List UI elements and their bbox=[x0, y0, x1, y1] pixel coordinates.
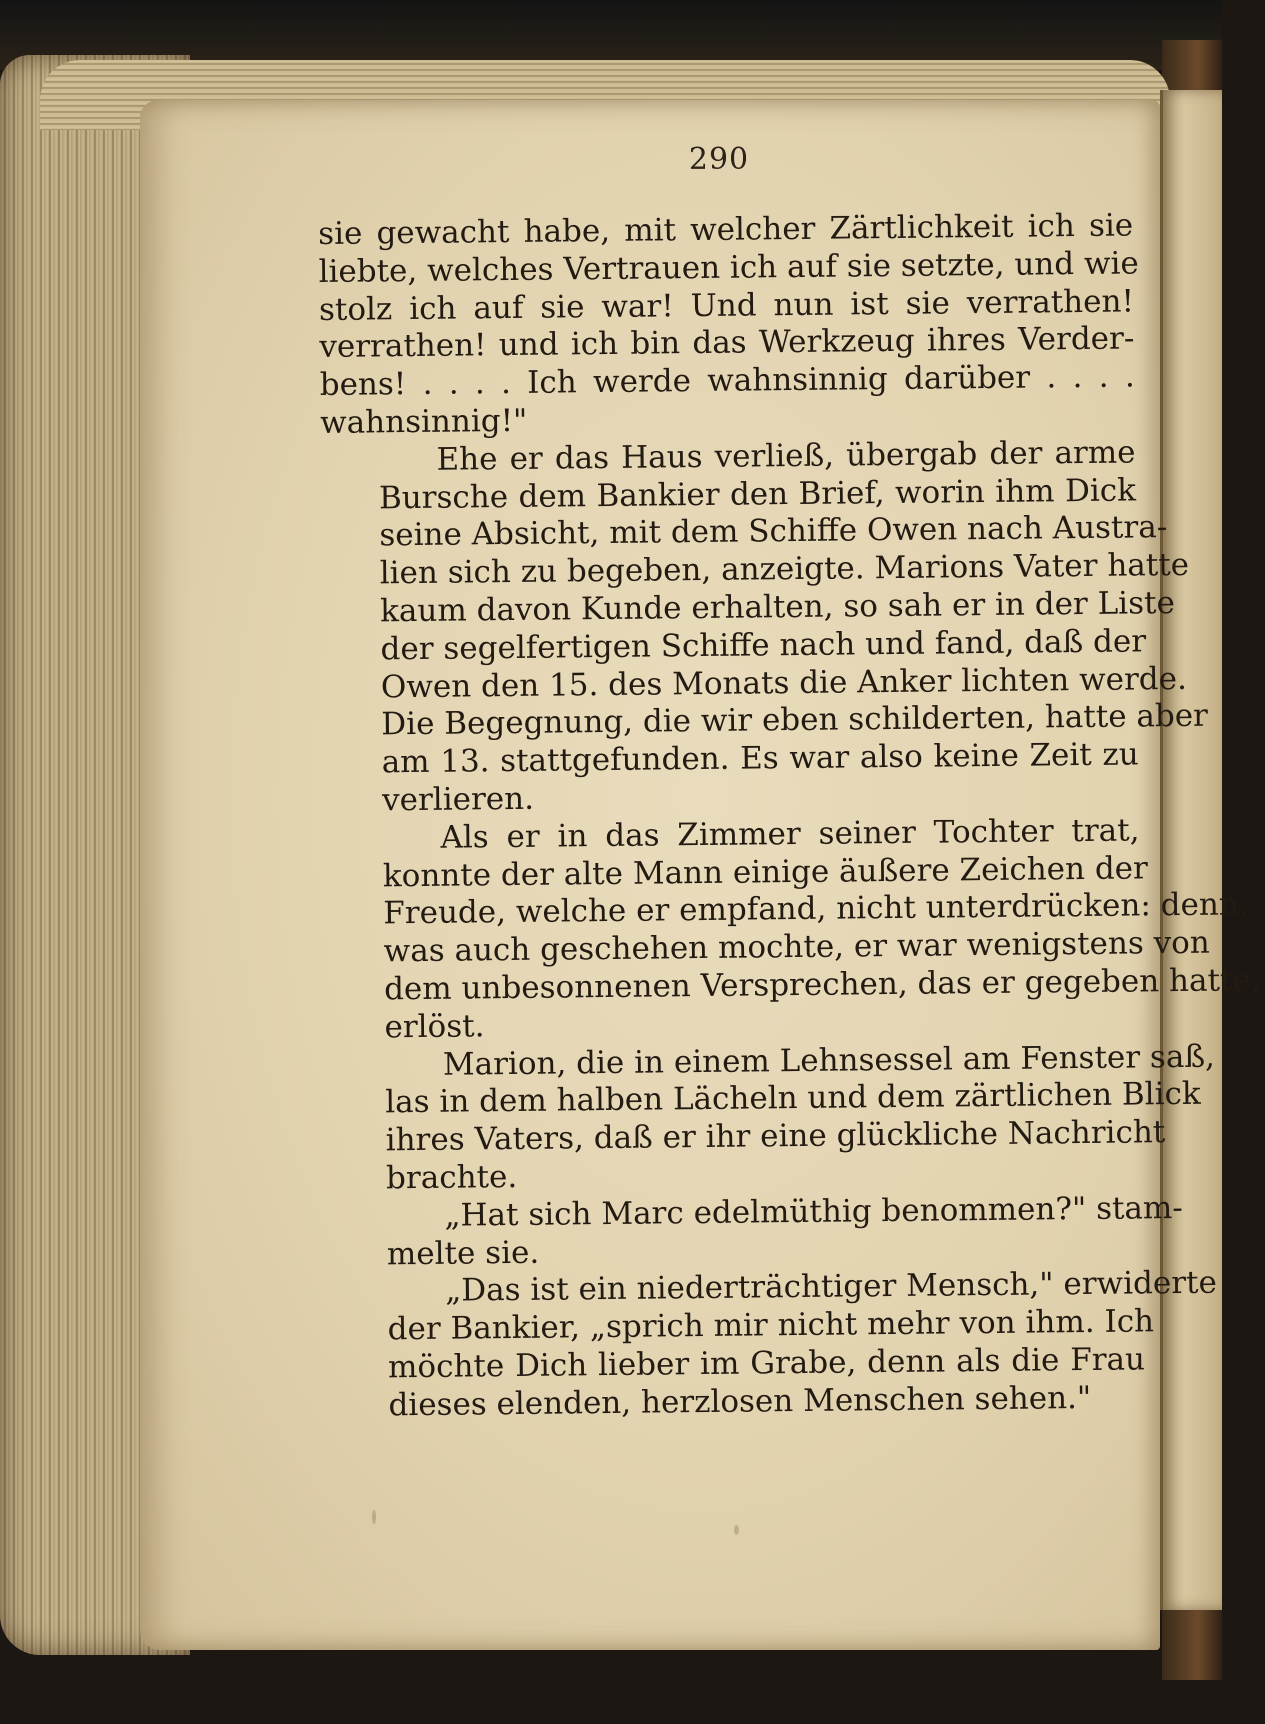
text-line: was auch geschehen mochte, er war wenigstens von bbox=[383, 924, 1210, 970]
text-line: erlöst. bbox=[384, 1008, 485, 1046]
text-line: der segelfertigen Schiffe nach und fand, daß der bbox=[380, 623, 1147, 668]
text-line: dieses elenden, herzlosen Menschen sehen." bbox=[388, 1379, 1092, 1424]
page-number-text: 290 bbox=[688, 142, 750, 177]
paragraph-4 bbox=[327, 1038, 1216, 1199]
text-line: dem unbesonnenen Versprechen, das er gegeben hatte, bbox=[383, 962, 1261, 1008]
text-line: lien sich zu begeben, anzeigte. Marions Vater hatte bbox=[379, 547, 1190, 592]
text-line: verrathen! und ich bin das Werkzeug ihres Verder- bbox=[319, 320, 1135, 366]
text-line: der Bankier, „sprich mir nicht mehr von ihm. Ich bbox=[387, 1303, 1155, 1348]
text-line: am 13. stattgefunden. Es war also keine Zeit zu bbox=[381, 736, 1139, 781]
text-line: konnte der alte Mann einige äußere Zeichen der bbox=[382, 849, 1149, 894]
text-line: brachte. bbox=[385, 1158, 518, 1197]
text-line: las in dem halben Lächeln und dem zärtlichen Blick bbox=[385, 1076, 1201, 1121]
text-line: „Hat sich Marc edelmüthig benommen?" stam- bbox=[444, 1189, 1183, 1234]
page-number bbox=[0, 142, 1222, 177]
text-line: wahnsinnig!" bbox=[319, 402, 528, 441]
paragraph-1 bbox=[318, 207, 1139, 442]
paragraph-6 bbox=[329, 1264, 1218, 1426]
text-line: Marion, die in einem Lehnsessel am Fenster saß, bbox=[442, 1038, 1216, 1083]
text-line: liebte, welches Vertrauen ich auf sie setzte, und wie bbox=[318, 245, 1139, 290]
text-line: Freude, welche er empfand, nicht unterdrücken: denn, bbox=[383, 886, 1249, 932]
text-line: Als er in das Zimmer seiner Tochter trat, bbox=[440, 812, 1140, 856]
text-line: Bursche dem Bankier den Brief, worin ihm Dick bbox=[378, 472, 1137, 516]
text-line: Ehe er das Haus verließ, übergab der arme bbox=[436, 434, 1136, 478]
gutter-line bbox=[1160, 90, 1163, 1610]
text-line: Owen den 15. des Monats die Anker lichten werde. bbox=[380, 660, 1188, 705]
text-line: stolz ich auf sie war! Und nun ist sie verrathen! bbox=[318, 283, 1135, 328]
text-line: sie gewacht habe, mit welcher Zärtlichkeit ich sie bbox=[318, 207, 1134, 252]
paper-spot bbox=[372, 1510, 376, 1524]
paragraph-3 bbox=[324, 812, 1261, 1047]
facing-page bbox=[1160, 90, 1222, 1610]
paragraph-2 bbox=[320, 434, 1209, 820]
text-line: möchte Dich lieber im Grabe, denn als die Frau bbox=[387, 1341, 1146, 1386]
text-line: seine Absicht, mit dem Schiffe Owen nach Austra- bbox=[379, 509, 1168, 554]
text-line: melte sie. bbox=[386, 1234, 540, 1272]
text-line: Die Begegnung, die wir eben schilderten, hatte aber bbox=[381, 698, 1209, 743]
text-line: verlieren. bbox=[381, 780, 535, 819]
paper-spot bbox=[734, 1525, 739, 1535]
body-text bbox=[318, 207, 1261, 1425]
text-line: ihres Vaters, daß er ihr eine glückliche Nachricht bbox=[385, 1114, 1166, 1159]
text-line: bens! . . . . Ich werde wahnsinnig darüber . . . . bbox=[319, 358, 1135, 404]
text-line: kaum davon Kunde erhalten, so sah er in der Liste bbox=[379, 585, 1176, 630]
paragraph-5 bbox=[328, 1189, 1183, 1274]
text-line: „Das ist ein niederträchtiger Mensch," erwiderte bbox=[445, 1264, 1218, 1310]
